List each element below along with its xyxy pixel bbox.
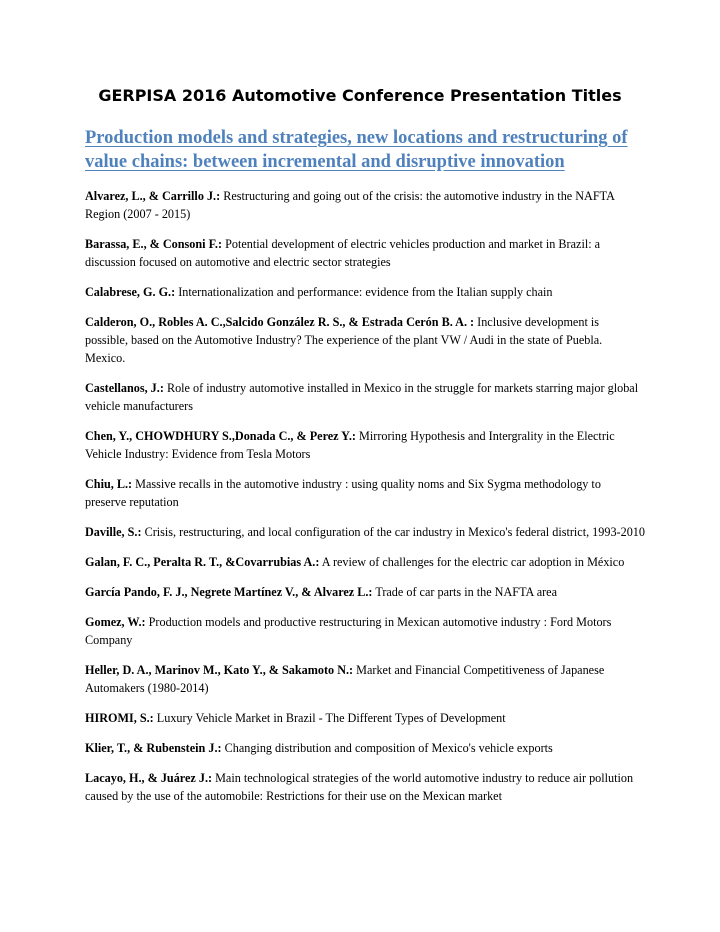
- presentation-entry: [85, 187, 645, 223]
- entry-authors: HIROMI, S.:: [85, 711, 154, 725]
- entry-authors: Lacayo, H., & Juárez J.:: [85, 771, 213, 785]
- entry-authors: Castellanos, J.:: [85, 381, 164, 395]
- entry-title: Mirroring Hypothesis and Intergrality in the Electric Vehicle Industry: Evidence from Tesla Motors: [85, 429, 615, 461]
- presentation-entry: [85, 739, 645, 757]
- presentation-entry: [85, 313, 645, 367]
- presentation-entry: [85, 613, 645, 649]
- entry-title: Restructuring and going out of the crisis: the automotive industry in the NAFTA Region (2007 - 2015): [85, 189, 615, 221]
- presentation-entry: [85, 553, 645, 571]
- entry-title: Inclusive development is possible, based on the Automotive Industry? The experience of the plant VW / Audi in the state of Puebla. Mexico.: [85, 315, 603, 365]
- entry-title: Massive recalls in the automotive industry : using quality noms and Six Sygma methodology to preserve reputation: [85, 477, 601, 509]
- presentation-entry: [85, 283, 645, 301]
- entry-title: Main technological strategies of the world automotive industry to reduce air pollution caused by the use of the automobile: Restrictions for their use on the Mexican market: [85, 771, 634, 803]
- document-title: GERPISA 2016 Automotive Conference Presentation Titles: [98, 86, 622, 105]
- entry-title: Internationalization and performance: evidence from the Italian supply chain: [178, 285, 553, 299]
- entry-authors: Barassa, E., & Consoni F.:: [85, 237, 223, 251]
- entry-authors: Heller, D. A., Marinov M., Kato Y., & Sakamoto N.:: [85, 663, 354, 677]
- presentation-entry: [85, 709, 645, 727]
- entry-authors: Chen, Y., CHOWDHURY S.,Donada C., & Perez Y.:: [85, 429, 356, 443]
- presentation-entry: [85, 769, 645, 805]
- entry-authors: García Pando, F. J., Negrete Martínez V., & Alvarez L.:: [85, 585, 373, 599]
- presentation-entry: [85, 379, 645, 415]
- presentation-entry: [85, 475, 645, 511]
- entry-title: Role of industry automotive installed in Mexico in the struggle for markets starring major global vehicle manufacturers: [85, 381, 639, 413]
- section-heading: Production models and strategies, new locations and restructuring of value chains: between incremental and disruptive innovation: [85, 128, 628, 172]
- entry-title: Crisis, restructuring, and local configuration of the car industry in Mexico's federal district, 1993-2010: [144, 525, 645, 539]
- entry-authors: Klier, T., & Rubenstein J.:: [85, 741, 222, 755]
- presentation-entry: [85, 427, 645, 463]
- entry-title: Luxury Vehicle Market in Brazil - The Different Types of Development: [156, 711, 506, 725]
- entry-authors: Calderon, O., Robles A. C.,Salcido González R. S., & Estrada Cerón B. A. :: [85, 315, 475, 329]
- entry-authors: Chiu, L.:: [85, 477, 133, 491]
- entry-title: Trade of car parts in the NAFTA area: [375, 585, 557, 599]
- entry-authors: Daville, S.:: [85, 525, 142, 539]
- presentation-entry: [85, 235, 645, 271]
- entry-title: A review of challenges for the electric car adoption in México: [321, 555, 625, 569]
- presentation-entry: [85, 583, 645, 601]
- entry-authors: Galan, F. C., Peralta R. T., &Covarrubias A.:: [85, 555, 320, 569]
- entry-title: Potential development of electric vehicles production and market in Brazil: a discussion focused on automotive and electric sector strategies: [85, 237, 601, 269]
- entry-authors: Alvarez, L., & Carrillo J.:: [85, 189, 221, 203]
- entry-title: Production models and productive restructuring in Mexican automotive industry : Ford Motors Company: [85, 615, 612, 647]
- presentation-entry: [85, 661, 645, 697]
- presentation-list: [85, 187, 645, 817]
- entry-title: Changing distribution and composition of Mexico's vehicle exports: [224, 741, 553, 755]
- entry-authors: Gomez, W.:: [85, 615, 146, 629]
- entry-title: Market and Financial Competitiveness of Japanese Automakers (1980-2014): [85, 663, 605, 695]
- presentation-entry: [85, 523, 645, 541]
- entry-authors: Calabrese, G. G.:: [85, 285, 176, 299]
